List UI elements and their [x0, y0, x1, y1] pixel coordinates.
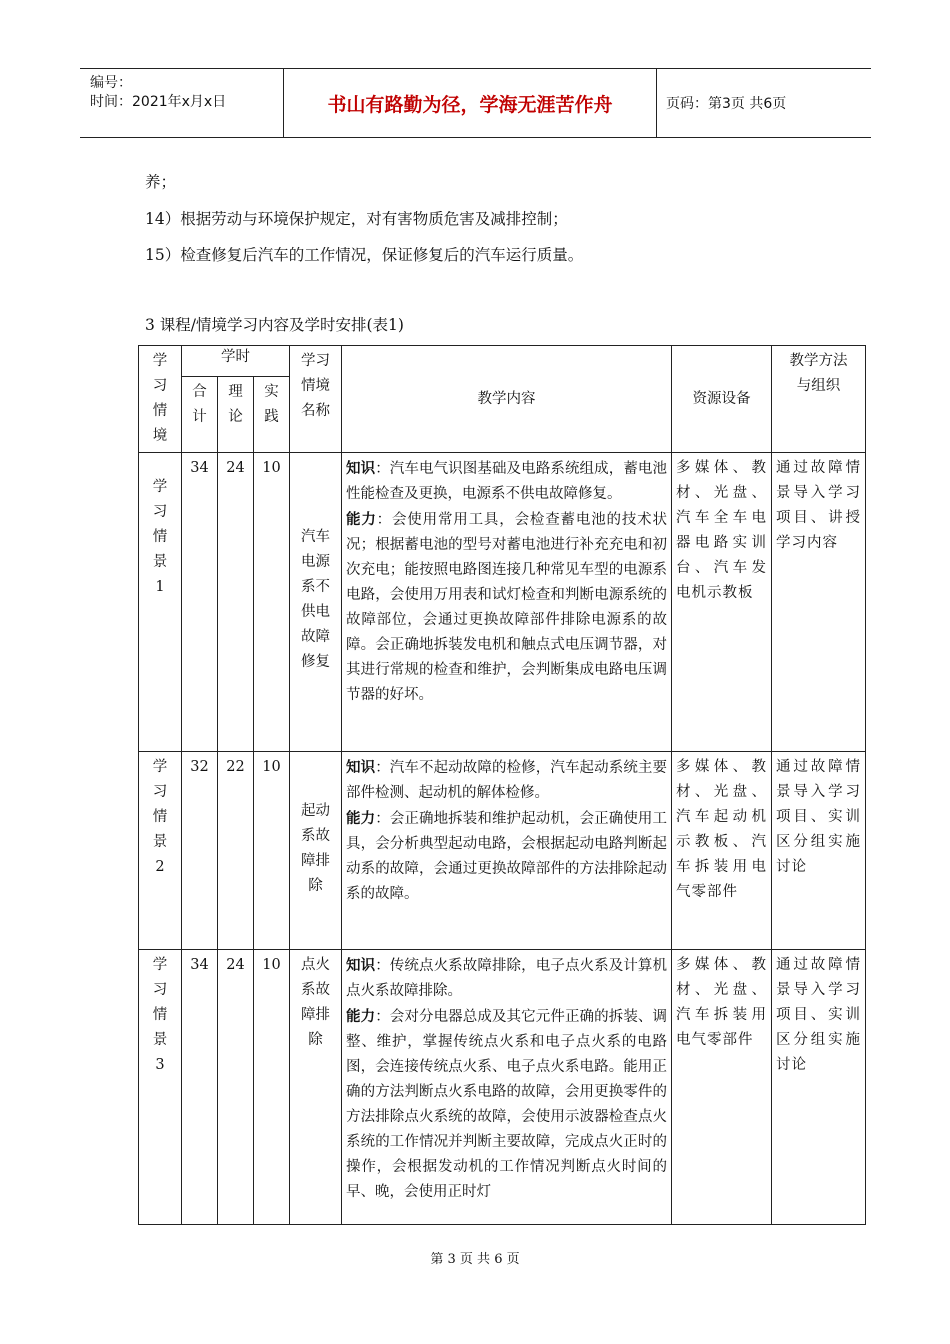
page-header [80, 68, 871, 138]
table-row [139, 950, 866, 1225]
ability-label: 能力 [346, 1008, 376, 1025]
knowledge-label: 知识 [346, 460, 376, 477]
header-content: 教学内容 [342, 346, 672, 453]
header-practice: 实 践 [254, 376, 290, 452]
ability-text: ：会对分电器总成及其它元件正确的拆装、调整、维护，掌握传统点火系和电子点火系的电路图，会连接传统点火系、电子点火系电路。能用正确的方法判断点火系电路的故障，会用更换零件的方法排除点火系统的故障，会使用示波器检查点火系统的工作情况并判断主要故障，完成点火正时的操作，会根据发动机的工作情况判断点火时间的早、晚，会使用正时灯 [346, 1009, 668, 1200]
row-method: 通过故障情景导入学习项目、实训区分组实施讨论 [772, 752, 866, 950]
paragraph: 14）根据劳动与环境保护规定，对有害物质危害及减排控制； [145, 210, 568, 228]
course-table [138, 345, 866, 1225]
header-method: 教学方法 与组织 [772, 346, 866, 453]
header-motto: 书山有路勤为径，学海无涯苦作舟 [283, 69, 657, 137]
row-practice: 10 [254, 752, 290, 950]
row-practice: 10 [254, 950, 290, 1225]
knowledge-text: ：汽车不起动故障的检修，汽车起动系统主要部件检测、起动机的解体检修。 [346, 760, 668, 801]
table-row [139, 453, 866, 752]
row-scenario: 学 习 情 景 3 [139, 950, 182, 1225]
header-scenario-name: 学习 情境 名称 [290, 346, 342, 453]
header-total: 合 计 [182, 376, 218, 452]
section-title: 3 课程/情境学习内容及学时安排(表1) [145, 316, 404, 334]
row-total: 34 [182, 453, 218, 752]
row-content [342, 950, 672, 1225]
number-label: 编号： [90, 75, 132, 91]
header-theory: 理 论 [218, 376, 254, 452]
paragraph: 养； [145, 173, 177, 191]
row-content [342, 752, 672, 950]
knowledge-label: 知识 [346, 759, 376, 776]
row-method: 通过故障情景导入学习项目、讲授学习内容 [772, 453, 866, 752]
row-scenario: 学 习 情 景 1 [139, 453, 182, 752]
time-label: 时间：2021年x月x日 [90, 94, 227, 110]
row-total: 32 [182, 752, 218, 950]
row-resources: 多媒体、教材、光盘、汽车全车电器电路实训台、汽车发电机示教板 [672, 453, 772, 752]
ability-text: ：会使用常用工具，会检查蓄电池的技术状况；根据蓄电池的型号对蓄电池进行补充充电和初次充电；能按照电路图连接几种常见车型的电源系电路，会使用万用表和试灯检查和判断电源系统的故障部位，会通过更换故障部件排除电源系的故障。会正确地拆装发电机和触点式电压调节器，对其进行常规的检查和维护，会判断集成电路电压调节器的好坏。 [346, 512, 668, 703]
row-scenario-name: 汽车 电源 系不 供电 故障 修复 [290, 453, 342, 752]
header-scenario: 学 习 情 境 [139, 346, 182, 453]
row-theory: 24 [218, 950, 254, 1225]
row-content [342, 453, 672, 752]
row-scenario-name: 点火 系故 障排 除 [290, 950, 342, 1225]
row-resources: 多媒体、教材、光盘、汽车起动机示教板、汽车拆装用电气零部件 [672, 752, 772, 950]
header-resources: 资源设备 [672, 346, 772, 453]
row-theory: 22 [218, 752, 254, 950]
page-footer: 第 3 页 共 6 页 [430, 1252, 520, 1267]
knowledge-text: ：汽车电气识图基础及电路系统组成，蓄电池性能检查及更换，电源系不供电故障修复。 [346, 461, 668, 502]
table-row [139, 752, 866, 950]
row-total: 34 [182, 950, 218, 1225]
row-practice: 10 [254, 453, 290, 752]
row-method: 通过故障情景导入学习项目、实训区分组实施讨论 [772, 950, 866, 1225]
knowledge-label: 知识 [346, 957, 376, 974]
ability-label: 能力 [346, 810, 376, 827]
header-hours: 学时 [182, 346, 290, 377]
header-meta [80, 69, 283, 137]
row-scenario-name: 起动 系故 障排 除 [290, 752, 342, 950]
knowledge-text: ：传统点火系故障排除，电子点火系及计算机点火系故障排除。 [346, 958, 668, 999]
header-page-code: 页码：第3页 共6页 [666, 96, 787, 112]
row-scenario: 学 习 情 景 2 [139, 752, 182, 950]
row-theory: 24 [218, 453, 254, 752]
row-resources: 多媒体、教材、光盘、汽车拆装用电气零部件 [672, 950, 772, 1225]
ability-label: 能力 [346, 511, 377, 528]
ability-text: ：会正确地拆装和维护起动机，会正确使用工具，会分析典型起动电路，会根据起动电路判断起动系的故障，会通过更换故障部件的方法排除起动系的故障。 [346, 811, 668, 902]
paragraph: 15）检查修复后汽车的工作情况，保证修复后的汽车运行质量。 [145, 246, 584, 264]
